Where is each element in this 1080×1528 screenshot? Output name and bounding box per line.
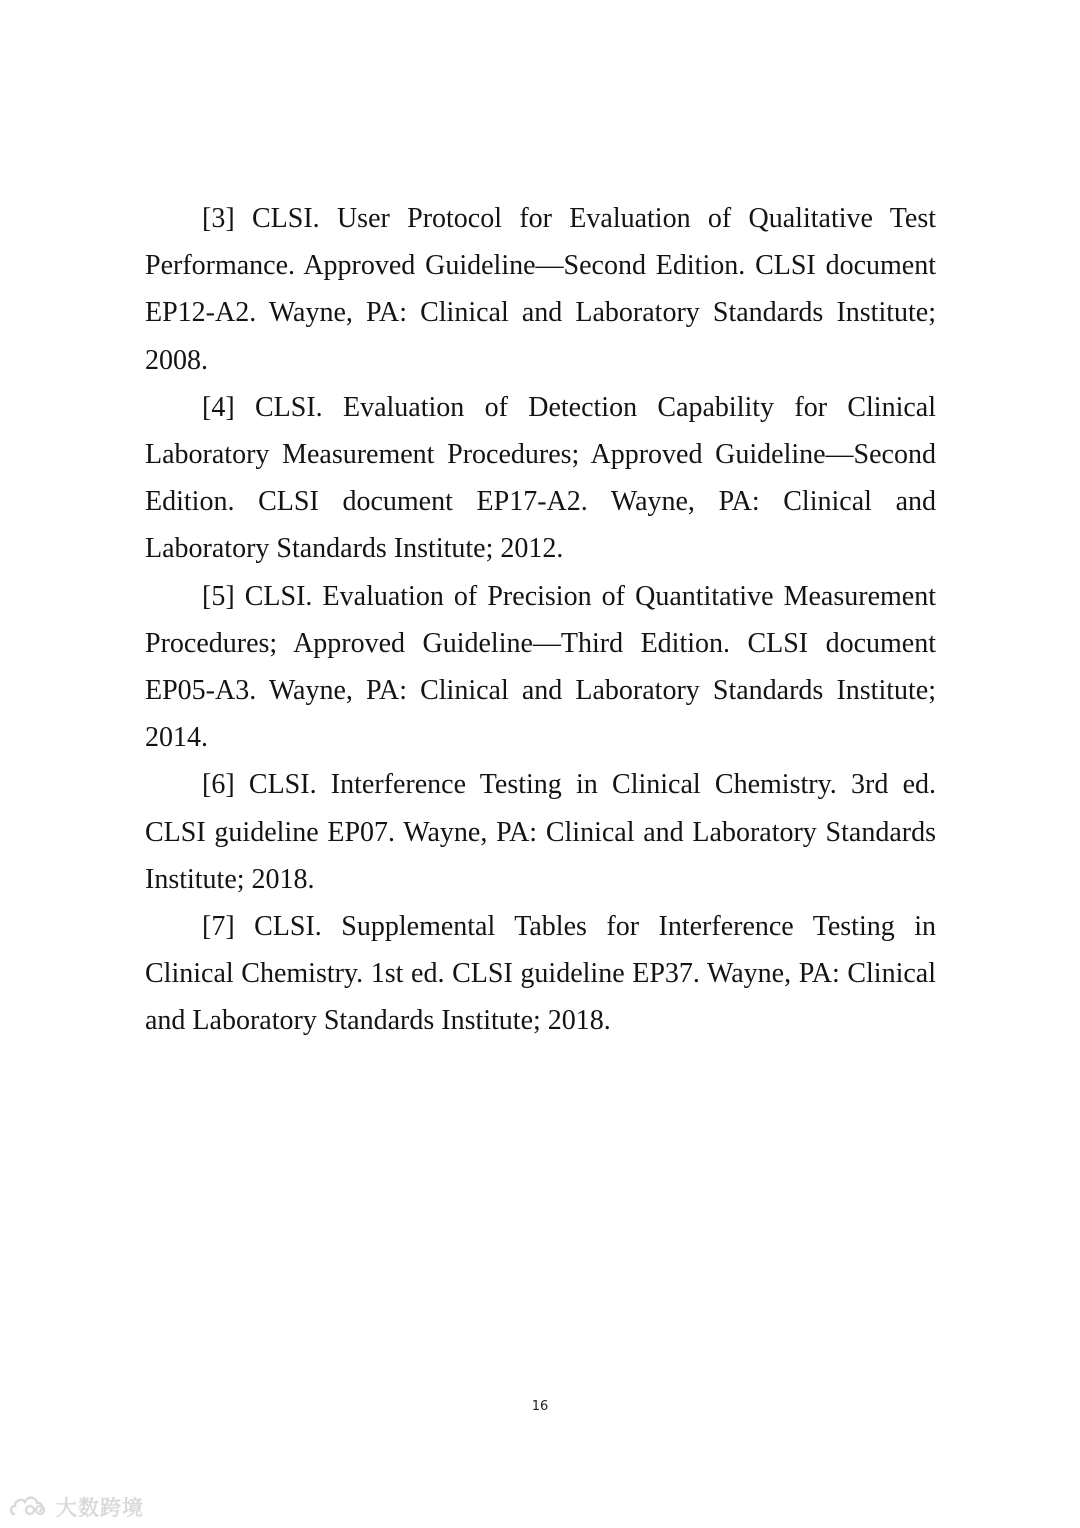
reference-entry-5: [5] CLSI. Evaluation of Precision of Quantitative Measurement Procedures; Approved Guideline—Third Edition. CLSI document EP05-A3. Wayne, PA: Clinical and Laboratory Standards Institute; 2014. (145, 580, 936, 754)
reference-entry-3: [3] CLSI. User Protocol for Evaluation of Qualitative Test Performance. Approved Guideline—Second Edition. CLSI document EP12-A2. Wayne, PA: Clinical and Laboratory Standards Institute; 2008. (145, 203, 936, 376)
reference-entry-6: [6] CLSI. Interference Testing in Clinical Chemistry. 3rd ed. CLSI guideline EP07. Wayne, PA: Clinical and Laboratory Standards Institute; 2018. (145, 769, 936, 895)
reference-entry-7: [7] CLSI. Supplemental Tables for Interference Testing in Clinical Chemistry. 1st ed. CLSI guideline EP37. Wayne, PA: Clinical and Laboratory Standards Institute; 2018. (145, 911, 936, 1037)
reference-list (145, 195, 936, 1045)
page-number: 16 (531, 1399, 549, 1414)
cloud-logo-icon (8, 1492, 52, 1522)
reference-entry-4: [4] CLSI. Evaluation of Detection Capability for Clinical Laboratory Measurement Procedures; Approved Guideline—Second Edition. CLSI document EP17-A2. Wayne, PA: Clinical and Laboratory Standards Institute; 2012. (145, 391, 936, 565)
watermark (8, 1492, 144, 1522)
watermark-text: 大数跨境 (56, 1496, 144, 1520)
